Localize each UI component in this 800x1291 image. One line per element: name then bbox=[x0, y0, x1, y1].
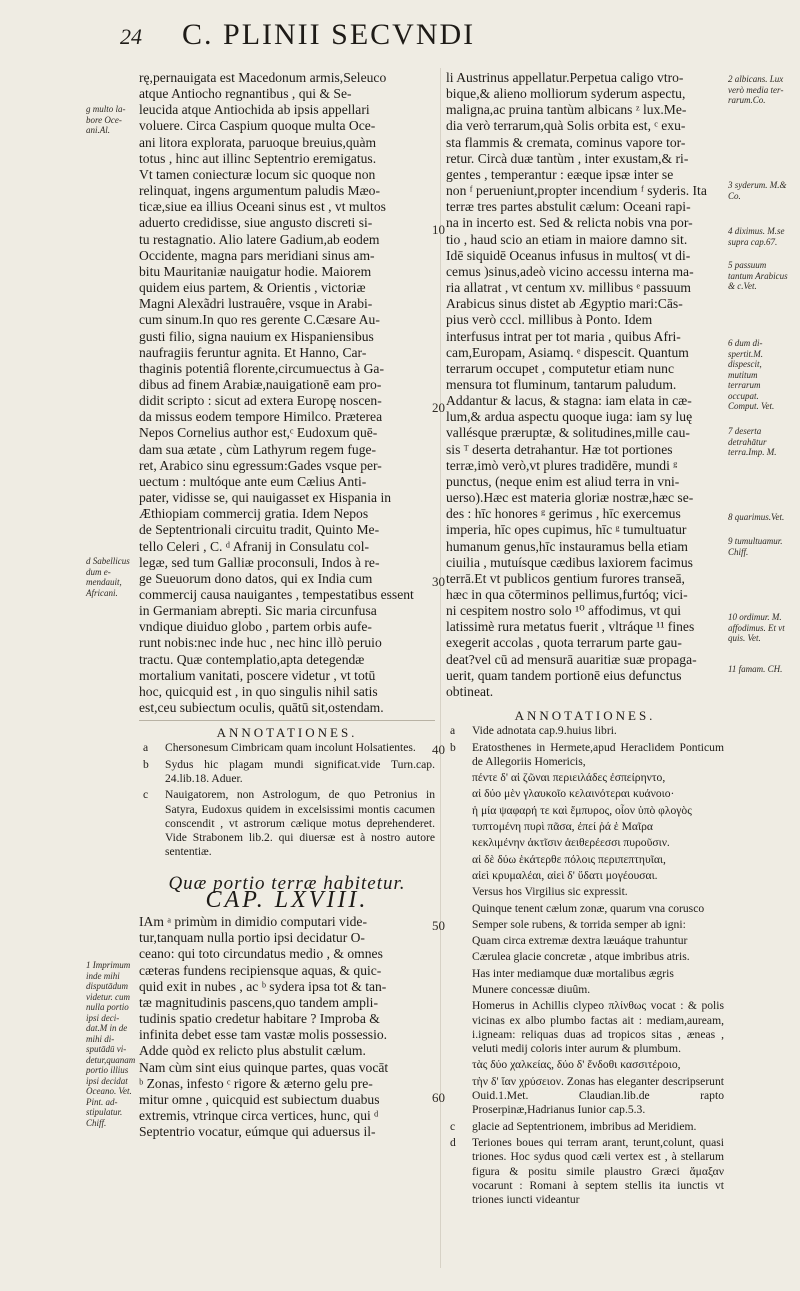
text-line: mortalium vanitati, poscere videtur , vt totū bbox=[139, 667, 376, 683]
annotation-text: τὴν δ' ἴαν χρύσειον. Zonas has eleganter descripserunt Ouid.1.Met. Claudian.lib.de rapto Proserpinæ,Hadrianus Iunior cap.5.3. bbox=[472, 1074, 724, 1117]
annotation-item bbox=[139, 758, 435, 787]
margin-note-left: 1 Imprimum inde mihi disputādum videtur. cum nulla portio ipsi decidat.M in de mihi disputādū videtur,quanam portio illius ipsi decidat Oceano. Vet. Pint. adstipulatur. Chiff. bbox=[86, 960, 136, 1128]
chapter-text-line: ceano: qui toto circundatus medio , & omnes bbox=[139, 946, 383, 962]
text-line: bique,& alieno molliorum syderum aspectu, bbox=[446, 86, 686, 102]
annotation-text: Vide adnotata cap.9.huius libri. bbox=[472, 724, 617, 738]
line-number: 40 bbox=[432, 742, 445, 757]
annotation-item bbox=[139, 741, 435, 755]
text-line: Idē siquidē Oceanus infusus in multos( vt di- bbox=[446, 247, 691, 263]
text-line: hoc, quicquid est , in quo singulis nihil satis bbox=[139, 683, 378, 699]
chapter-text-line: Adde quòd ex relicto plus abstulit cælum. bbox=[139, 1043, 366, 1059]
text-line: runt nobis:nec inde huc , nec hinc illò peruio bbox=[139, 635, 382, 651]
text-line: thaginis potentiâ florente,circumuectus à Ga- bbox=[139, 360, 384, 376]
text-line: da missus eodem tempore Himilco. Præterea bbox=[139, 409, 383, 425]
annotation-item bbox=[139, 788, 435, 859]
annotation-key: c bbox=[143, 788, 149, 802]
chapter-text-line: tæ magnitudinis pascens,quo tandem ampli- bbox=[139, 994, 378, 1010]
margin-note-left: g multo labore Oceani.Al. bbox=[86, 104, 126, 135]
text-line: bitu Mauritaniæ nauigatur hodie. Maiorem bbox=[139, 263, 372, 279]
annotation-text: Eratosthenes in Hermete,apud Heraclidem Ponticum de Allegoriis Homericis, bbox=[472, 740, 724, 768]
annotations-title-right: ANNOTATIONES. bbox=[514, 708, 656, 724]
text-line: legæ, sed tum Galliæ proconsuli, Indos à re- bbox=[139, 554, 380, 570]
text-line: Arabicus sinus distet ab Ægyptio mari:Cās- bbox=[446, 296, 683, 312]
annotation-item bbox=[446, 967, 724, 981]
annotation-key: b bbox=[143, 757, 149, 771]
text-line: tu restagnatio. Alio latere Gadium,ab eodem bbox=[139, 231, 380, 247]
annotation-item bbox=[446, 869, 724, 883]
line-number: 30 bbox=[432, 574, 445, 589]
margin-note-right: 3 syderum. M.& Co. bbox=[728, 180, 787, 201]
text-line: dia verò terrarum,quà Solis orbita est, ᶜ exu- bbox=[446, 118, 686, 134]
text-line: atque Antiocho regnantibus , qui & Se- bbox=[139, 86, 352, 102]
divider bbox=[139, 720, 435, 721]
text-line: ria allatrat , vt centum xv. millibus ᵉ passuum bbox=[446, 280, 691, 296]
annotation-text: Sydus hic plagam mundi significat.vide Turn.cap. 24.lib.18. Aduer. bbox=[165, 757, 435, 785]
text-line: sta flammis & cremata, cominus vapore tor- bbox=[446, 134, 686, 150]
text-line: retur. Circà duæ tantùm , inter exustam,& ri- bbox=[446, 150, 689, 166]
text-line: tio , haud scio an etiam in maiore damno sit. bbox=[446, 231, 688, 247]
chapter-text-line: ᵇ Zonas, infesto ᶜ rigore & æterno gelu pre- bbox=[139, 1075, 373, 1091]
annotation-text: Munere concessæ diuûm. bbox=[472, 983, 591, 996]
text-line: relinquat, ingens argumentum paludis Mæo- bbox=[139, 183, 381, 199]
annotation-item bbox=[446, 853, 724, 867]
annotation-item bbox=[446, 983, 724, 997]
annotation-text: Quam circa extremæ dextra læuáque trahuntur bbox=[472, 934, 688, 948]
text-line: terræ,imò verò,vt plures tradidēre, mundi ᵍ bbox=[446, 457, 678, 473]
text-line: ani litora explorata, paruoque breuius,quàm bbox=[139, 134, 377, 150]
chapter-text-line: tudinis spatio credetur habitare ? Improba & bbox=[139, 1011, 380, 1027]
margin-note-right: 4 diximus. M.se supra cap.67. bbox=[728, 226, 785, 247]
text-line: obtineat. bbox=[446, 683, 494, 699]
annotation-item bbox=[446, 918, 724, 932]
text-line: lum,& ardua aspectu quoque iuga: iam sy luę bbox=[446, 409, 693, 425]
left-main-text bbox=[139, 70, 435, 716]
annotation-item bbox=[446, 950, 724, 964]
annotation-item bbox=[446, 885, 724, 899]
text-line: mensura tot fluminum, tantarum paludum. bbox=[446, 376, 677, 392]
annotation-item bbox=[446, 1136, 724, 1207]
chapter-text bbox=[139, 914, 435, 1140]
annotation-item bbox=[446, 1075, 724, 1118]
page-number: 24 bbox=[120, 24, 142, 49]
text-line: aduerto credidisse, siue angusto discreti si- bbox=[139, 215, 373, 231]
text-line: Nepos Cornelius author est,ᶜ Eudoxum quē- bbox=[139, 425, 378, 441]
text-line: tractu. Quæ contemplatio,apta detegendæ bbox=[139, 651, 365, 667]
annotation-text: τὰς δύο χαλκείας, δύο δ' ἔνδοθι κασσιτέροιο, bbox=[472, 1058, 681, 1072]
text-line: deat?vel cū ad mensurā auaritiæ suæ propaga- bbox=[446, 651, 697, 667]
text-line: interfusus intrat per tot maria , quibus Afri- bbox=[446, 328, 681, 344]
margin-note-right: 8 quarimus.Vet. bbox=[728, 512, 785, 522]
text-line: est,ceu subiectum oculis, quātū sit,ostendam. bbox=[139, 700, 384, 716]
column-gutter bbox=[440, 68, 441, 1268]
text-line: vallésque præruptæ, & solitudines,mille cau- bbox=[446, 425, 690, 441]
text-line: didit scripto : sicut ad extera Europę noscen- bbox=[139, 393, 382, 409]
annotation-text: κεκλιμένην ἀκτῖσιν ἀειθερέεσσι πυροῦσιν. bbox=[472, 836, 670, 850]
annotation-text: Chersonesum Cimbricam quam incolunt Holsatientes. bbox=[165, 741, 416, 755]
text-line: rę,pernauigata est Macedonum armis,Seleuco bbox=[139, 70, 387, 85]
annotation-item bbox=[446, 902, 724, 916]
margin-note-right: 5 passuum tantum Arabicus & c.Vet. bbox=[728, 260, 788, 291]
text-line: commercij causa nauigantes , tempestatibus essent bbox=[139, 587, 414, 602]
chapter-title: CAP. LXVIII. bbox=[205, 886, 369, 913]
chapter-text-line: cæteras fundens recipiensque aquas, & quic- bbox=[139, 962, 382, 978]
annotation-item bbox=[446, 1058, 724, 1072]
text-line: ticæ,siue ea illius Oceani sinus est , vt multos bbox=[139, 199, 386, 215]
annotation-item bbox=[446, 804, 724, 818]
text-line: non ᶠ perueniunt,propter incendium ᶠ syderis. Ita bbox=[446, 183, 707, 199]
page-header bbox=[120, 12, 720, 64]
annotation-text: Nauigatorem, non Astrologum, de quo Petronius in Satyra, Eudoxus quidem in excelsissimi montis cacumen conscendit , vt astrorum cælique motus deprehenderet. Vide Strabonem lib.2. qui diuersæ est à nostro autore sententiæ. bbox=[165, 788, 435, 859]
text-line: maligna,ac pruina tantùm albicans ᶻ lux.Me- bbox=[446, 102, 687, 118]
text-line: terrarum occupet , computetur etiam nunc bbox=[446, 360, 674, 376]
margin-note-right: 2 albicans. Lux verò media terrarum.Co. bbox=[728, 74, 784, 105]
annotation-text: Homerus in Achillis clypeo πλίνθως vocat : & polis vicinas ex albo plumbo factas ait : mediam,auream, i.igneam: reliquas duas ad tropicos sitas , æneas , veluti medij coloris inter aurum & plumbum. bbox=[472, 999, 724, 1056]
chapter-text-line: infinita debet esse tam vastæ molis possessio. bbox=[139, 1027, 388, 1043]
chapter-text-line: Nam cùm sint eius quinque partes, quas vocāt bbox=[139, 1059, 389, 1075]
text-line: ciuilia , mutuísque cædibus laxiorem facimus bbox=[446, 554, 693, 570]
text-line: sis ᵀ deserta detrahantur. Hæ tot portiones bbox=[446, 441, 673, 457]
chapter-text-line: Septentrio vocatur, eúmque qui aduersus il- bbox=[139, 1124, 376, 1140]
annotation-text: Has inter mediamque duæ mortalibus ægris bbox=[472, 966, 674, 980]
text-line: latissimè rura metatus fuerit , vltráque ¹¹ fines bbox=[446, 619, 695, 635]
text-line: quidem eius partem, & Orientis , victoriæ bbox=[139, 280, 366, 296]
right-main-text bbox=[446, 70, 724, 700]
text-line: Occidente, magna pars meridiani sinus am- bbox=[139, 247, 375, 263]
text-line: dibus ad finem Arabiæ,nauigationē eam pro- bbox=[139, 376, 382, 392]
text-line: vndique diuiduo globo , partem orbis aufe- bbox=[139, 619, 372, 635]
line-number: 60 bbox=[432, 1090, 445, 1105]
annotation-text: αἱ δύο μὲν γλαυκοῖο κελαινότεραι κυάνοιο· bbox=[472, 787, 675, 801]
annotation-text: πέντε δ' αἱ ζῶναι περιειλάδες ἐσπείρηντο, bbox=[472, 771, 666, 785]
text-line: li Austrinus appellatur.Perpetua caligo vtro- bbox=[446, 70, 684, 85]
margin-note-right: 6 dum dispertit.M. dispescit, mutitum terrarum occupat. Comput. Vet. bbox=[728, 338, 775, 411]
text-line: in Germaniam abrepti. Sic maria circunfusa bbox=[139, 603, 377, 619]
left-annotations bbox=[139, 741, 435, 859]
annotation-text: αἱ δὲ δύω ἑκάτερθε πόλοις περιπεπτηυῖαι, bbox=[472, 852, 666, 866]
margin-note-right: 11 famam. CH. bbox=[728, 664, 783, 674]
text-line: punctus, (neque enim est aliud terra in vni- bbox=[446, 473, 680, 489]
running-title: C. PLINII SECVNDI bbox=[182, 18, 476, 51]
annotation-text: glacie ad Septentrionem, imbribus ad Meridiem. bbox=[472, 1119, 697, 1133]
margin-note-right: 9 tumultuamur. Chiff. bbox=[728, 536, 783, 557]
annotation-text: Quinque tenent cælum zonæ, quarum vna corusco bbox=[472, 901, 705, 915]
annotation-text: Cærulea glacie concretæ , atque imbribus atris. bbox=[472, 950, 690, 964]
text-line: ni cespitem nostro solo ¹⁰ affodimus, vt qui bbox=[446, 603, 682, 619]
annotation-item bbox=[446, 999, 724, 1056]
chapter-text-line: quid exit in nubes , ac ᵇ sydera ipsa tot & tan- bbox=[139, 978, 387, 994]
annotation-item bbox=[446, 787, 724, 801]
text-line: leucida atque Antiochida ab ipsis appellari bbox=[139, 102, 370, 118]
chapter-subtitle: Quæ portio terræ habitetur. bbox=[168, 872, 406, 894]
annotation-item bbox=[446, 1120, 724, 1134]
annotation-item bbox=[446, 741, 724, 770]
text-line: dam sua ætate , cùm Lathyrum regem fuge- bbox=[139, 441, 377, 457]
text-line: terræ tres partes abstulit cælum: Oceani rapi- bbox=[446, 199, 691, 215]
text-line: tello Celeri , C. ᵈ Afranij in Consulatu col- bbox=[139, 538, 369, 554]
annotation-text: Semper sole rubens, & torrida semper ab igni: bbox=[472, 917, 686, 931]
annotation-item bbox=[446, 724, 724, 738]
text-line: pater, vidisse se, qui nauigasset ex Hispania in bbox=[139, 490, 392, 506]
text-line: cemus )sinus,adeò vicino accessu interna ma- bbox=[446, 263, 694, 279]
annotation-item bbox=[446, 771, 724, 785]
text-line: hæc in qua cōterminos pellimus,furtóq; vici- bbox=[446, 587, 688, 602]
text-line: ge Sueuorum dono datos, qui ex India cum bbox=[139, 570, 373, 586]
margin-note-right: 10 ordimur. M. affodimus. Et vt quis. Vet. bbox=[728, 612, 785, 643]
text-line: uerso).Hæc est materia gloriæ nostræ,hæc se- bbox=[446, 490, 694, 506]
annotation-text: Teriones boues qui terram arant, terunt,colunt, quasi triones. Hoc sydus quod cæli vertex est , à stellarum figura & positu simile plaustro Græci ἅμαξαν vocarunt : Romani à septem stellis ita iunctis vt triones iuncti videantur bbox=[472, 1135, 724, 1207]
annotation-key: b bbox=[450, 740, 456, 754]
text-line: exegerit accolas , quota terrarum parte gau- bbox=[446, 635, 682, 651]
annotation-text: ἡ μία ψαφαρή τε καὶ ἔμπυρος, οἷον ὑπὸ φλογὸς bbox=[472, 803, 692, 817]
text-line: naufragiis feruntur agnita. Et Hanno, Car- bbox=[139, 344, 367, 360]
annotation-key: a bbox=[143, 741, 149, 755]
text-line: Magni Alexãdri lustrauêre, vsque in Arabi- bbox=[139, 296, 373, 312]
text-line: cam,Europam, Asiamq. ᵉ dispescit. Quantum bbox=[446, 344, 689, 360]
text-line: na in incerto est. Sed & relicta nobis vna por- bbox=[446, 215, 693, 231]
text-line: gusti filio, signa nauium ex Hispaniensibus bbox=[139, 328, 374, 344]
text-line: humanum genus,hīc instauramus bella etiam bbox=[446, 538, 688, 554]
annotation-key: d bbox=[450, 1135, 456, 1149]
annotation-text: Versus hos Virgilius sic expressit. bbox=[472, 885, 628, 899]
chapter-text-line: extremis, vtrinque circa vertices, hunc, qui ᵈ bbox=[139, 1107, 379, 1123]
chapter-text-line: mitur omne , quicquid est subiectum duabus bbox=[139, 1091, 380, 1107]
annotations-title-left: ANNOTATIONES. bbox=[216, 725, 358, 741]
left-column bbox=[139, 70, 435, 1140]
text-line: terrā.Et vt publicos gentium furores transeā, bbox=[446, 570, 685, 586]
text-line: uectum : multóque ante eum Cælius Anti- bbox=[139, 473, 367, 489]
annotation-item bbox=[446, 836, 724, 850]
text-line: pius verò cccl. millibus à Ponto. Idem bbox=[446, 312, 653, 328]
text-line: cum sinum.In quo res gerente C.Cæsare Au- bbox=[139, 312, 380, 328]
text-line: de Septentrionali circuitu tradit, Quinto Me- bbox=[139, 522, 380, 538]
right-column bbox=[446, 70, 724, 1209]
text-line: Addantur & lacus, & stagna: iam elata in cæ- bbox=[446, 393, 692, 409]
line-number: 10 bbox=[432, 222, 445, 237]
annotation-key: a bbox=[450, 724, 456, 738]
text-line: totus , hinc aut illinc Septentrio eremigatus. bbox=[139, 150, 377, 166]
text-line: imperia, hīc opes cupimus, hīc ᵍ tumultuatur bbox=[446, 522, 687, 538]
chapter-text-line: IAm ᵃ primùm in dimidio computari vide- bbox=[139, 914, 367, 930]
text-line: des : hīc honores ᵍ gerimus , hīc exercemus bbox=[446, 506, 681, 522]
chapter-text-line: tur,tanquam nulla portio ipsi decidatur O- bbox=[139, 930, 365, 946]
annotation-text: τυπτομένη πυρὶ πᾶσα, ἐπεί ῥά ἑ Μαῖρα bbox=[472, 820, 653, 834]
line-number: 20 bbox=[432, 400, 445, 415]
text-line: Vt tamen coniecturæ locum sic quoque non bbox=[139, 166, 376, 182]
line-number: 50 bbox=[432, 918, 445, 933]
text-line: gentes , temperantur : eæque ipsæ inter se bbox=[446, 166, 674, 182]
margin-note-left: d Sabellicus dum emendauit, Africani. bbox=[86, 556, 130, 598]
annotation-item bbox=[446, 820, 724, 834]
text-line: ret, Arabico sinu egressum:Gades vsque per- bbox=[139, 457, 382, 473]
annotation-text: αἰεὶ κρυμαλέαι, αἰεὶ δ' ὕδατι μογέουσαι. bbox=[472, 868, 658, 882]
right-annotations bbox=[446, 724, 724, 1207]
annotation-item bbox=[446, 934, 724, 948]
text-line: uerit, quam tandem portionē eius defunctus bbox=[446, 667, 682, 683]
annotation-key: c bbox=[450, 1119, 456, 1133]
margin-note-right: 7 deserta detrahātur terra.Imp. M. bbox=[728, 426, 777, 457]
text-line: Æthiopiam commercij gratia. Idem Nepos bbox=[139, 506, 369, 522]
text-line: voluere. Circa Caspium quoque multa Oce- bbox=[139, 118, 376, 134]
